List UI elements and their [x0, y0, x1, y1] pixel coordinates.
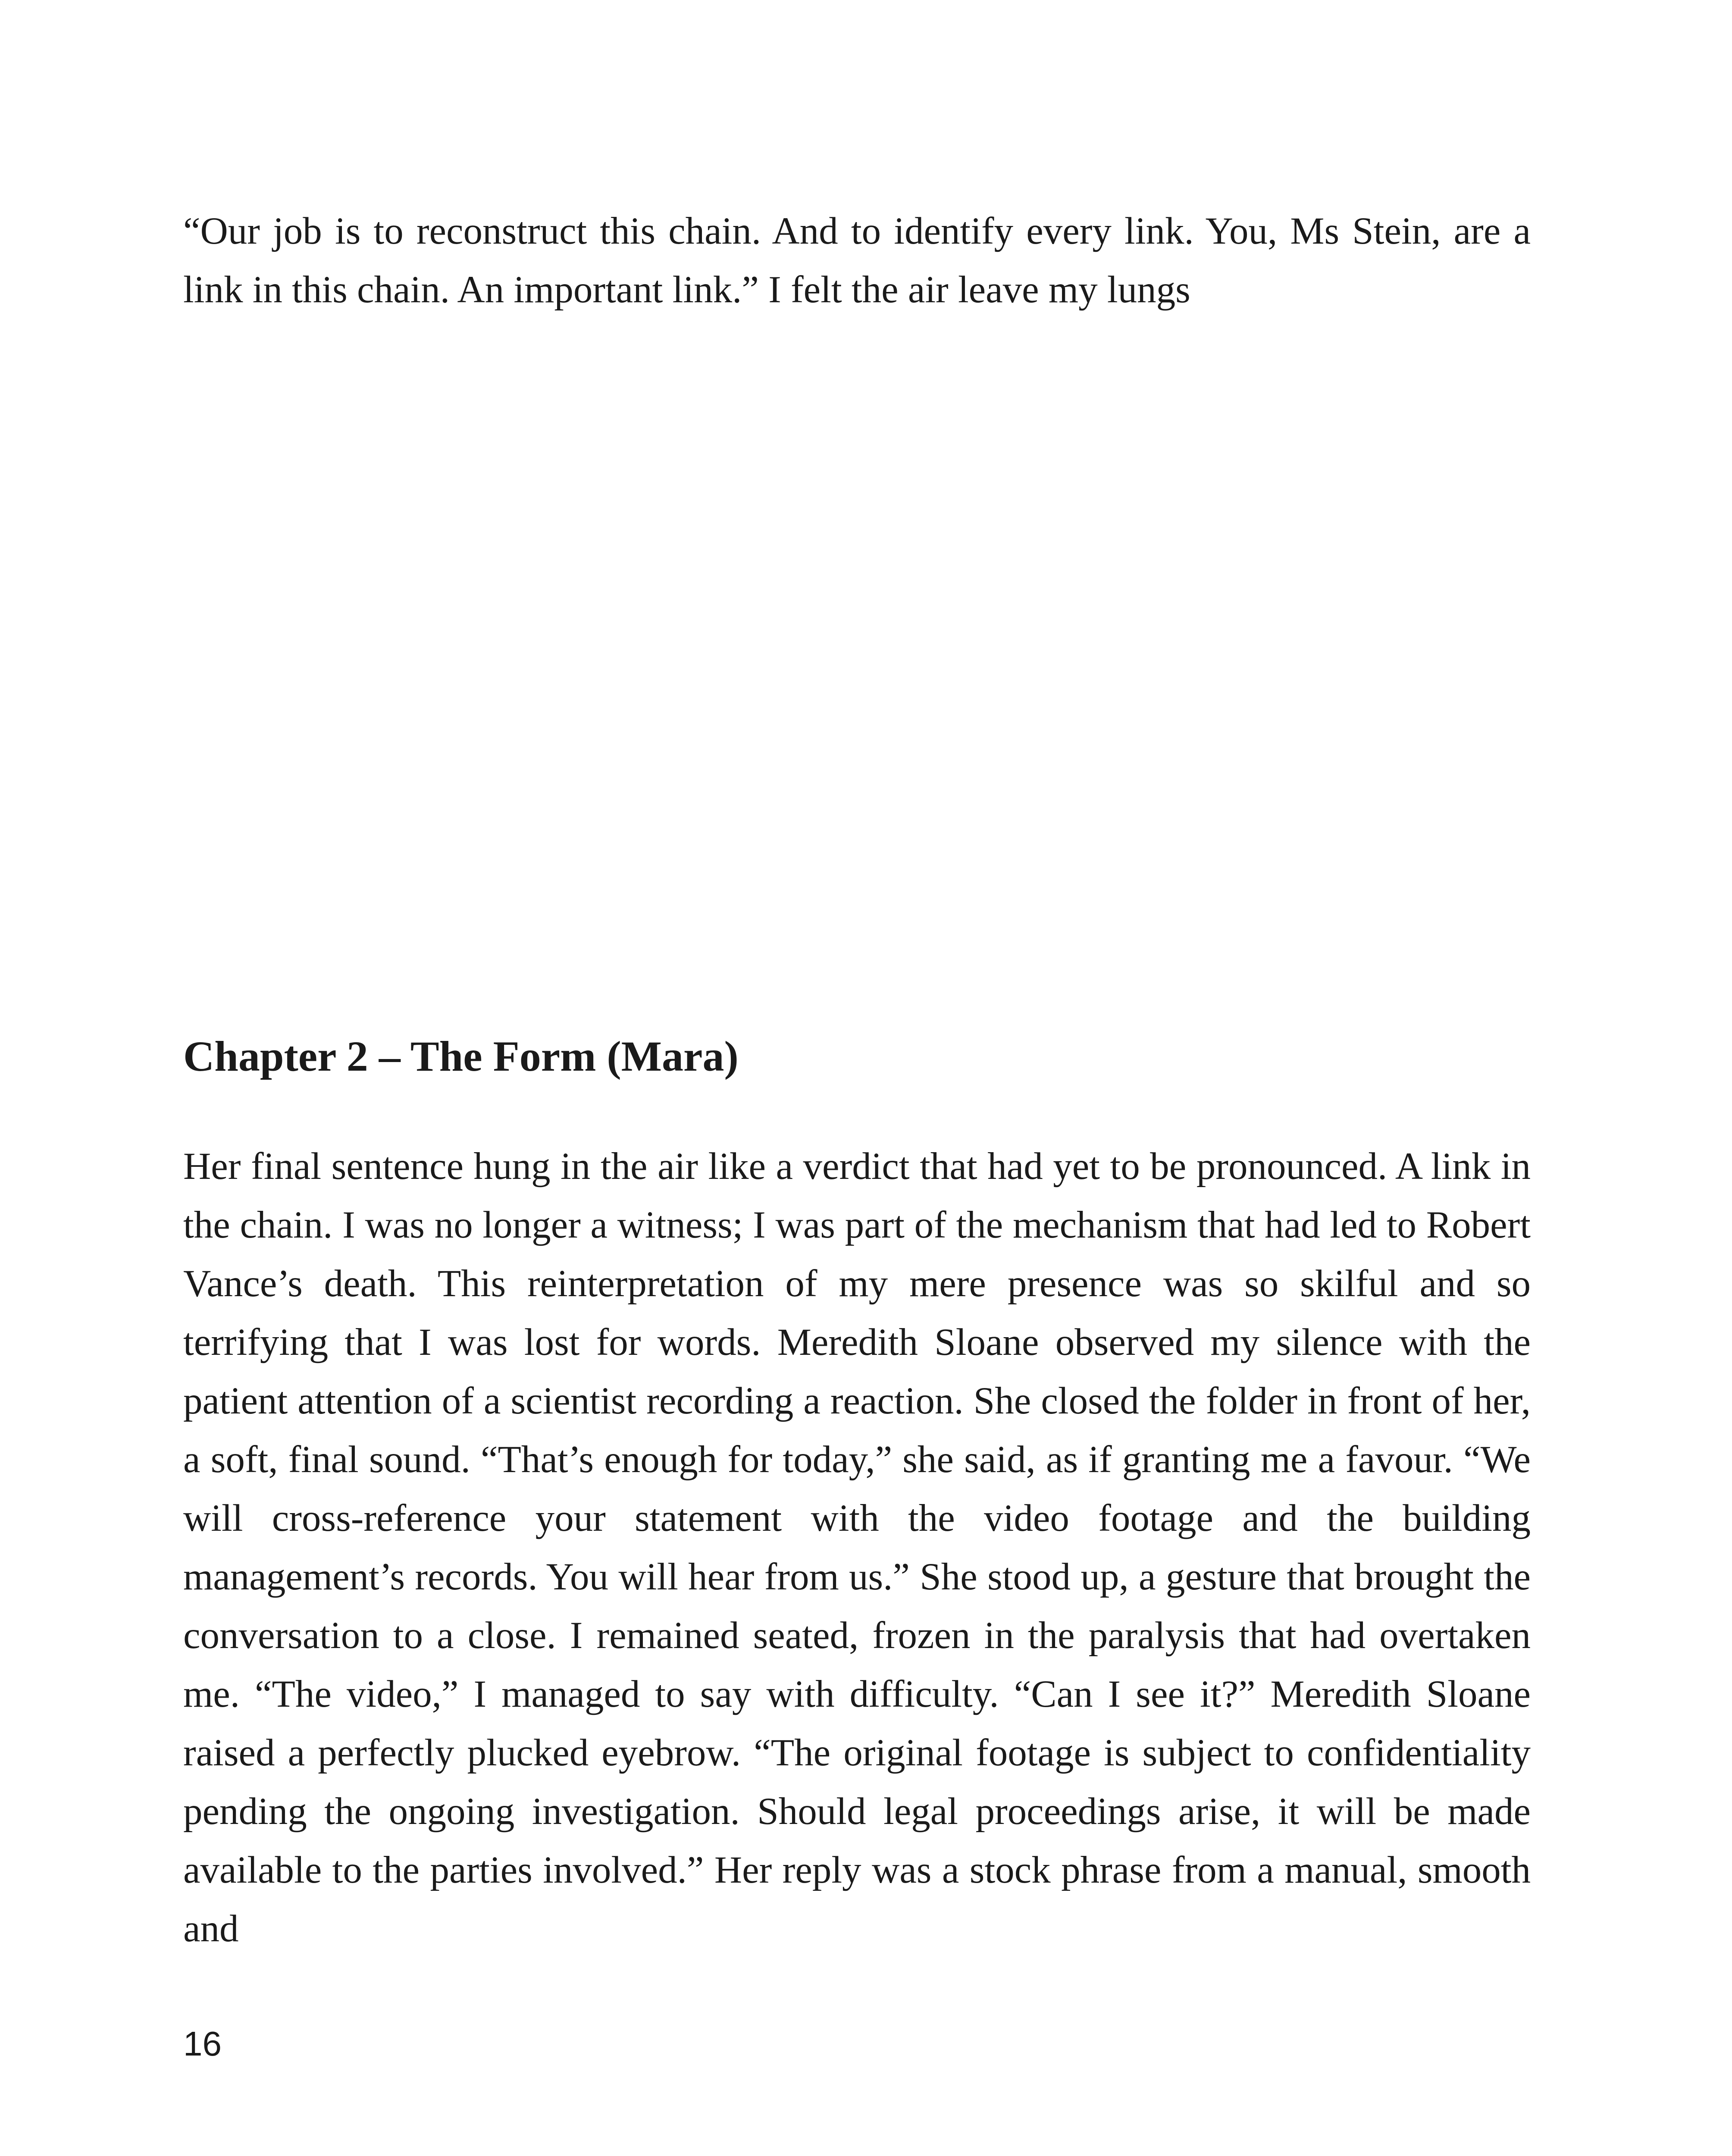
chapter-paragraph: Her final sentence hung in the air like a verdict that had yet to be pronounced. A link in the chain. I was no longer a witness; I was part of the mechanism that had led to Robert Vance’s death. This reinterpretation of my mere presence was so skilful and so terrifying that I was lost for words. Meredith Sloane observed my silence with the patient attention of a scientist recording a reaction. She closed the folder in front of her, a soft, final sound. “That’s enough for today,” she said, as if granting me a favour. “We will cross-reference your statement with the video footage and the building management’s records. You will hear from us.” She stood up, a gesture that brought the conversation to a close. I remained seated, frozen in the paralysis that had overtaken me. “The video,” I managed to say with difficulty. “Can I see it?” Meredith Sloane raised a perfectly plucked eyebrow. “The original footage is subject to confidentiality pending the ongoing investigation. Should legal proceedings arise, it will be made available to the parties involved.” Her reply was a stock phrase from a manual, smooth and — [183, 1145, 1531, 1950]
chapter-heading: Chapter 2 – The Form (Mara) — [183, 1032, 739, 1080]
page-number: 16 — [183, 2024, 222, 2063]
opening-paragraph: “Our job is to reconstruct this chain. And to identify every link. You, Ms Stein, are a link in this chain. An important link.” I felt the air leave my lungs — [183, 210, 1531, 311]
